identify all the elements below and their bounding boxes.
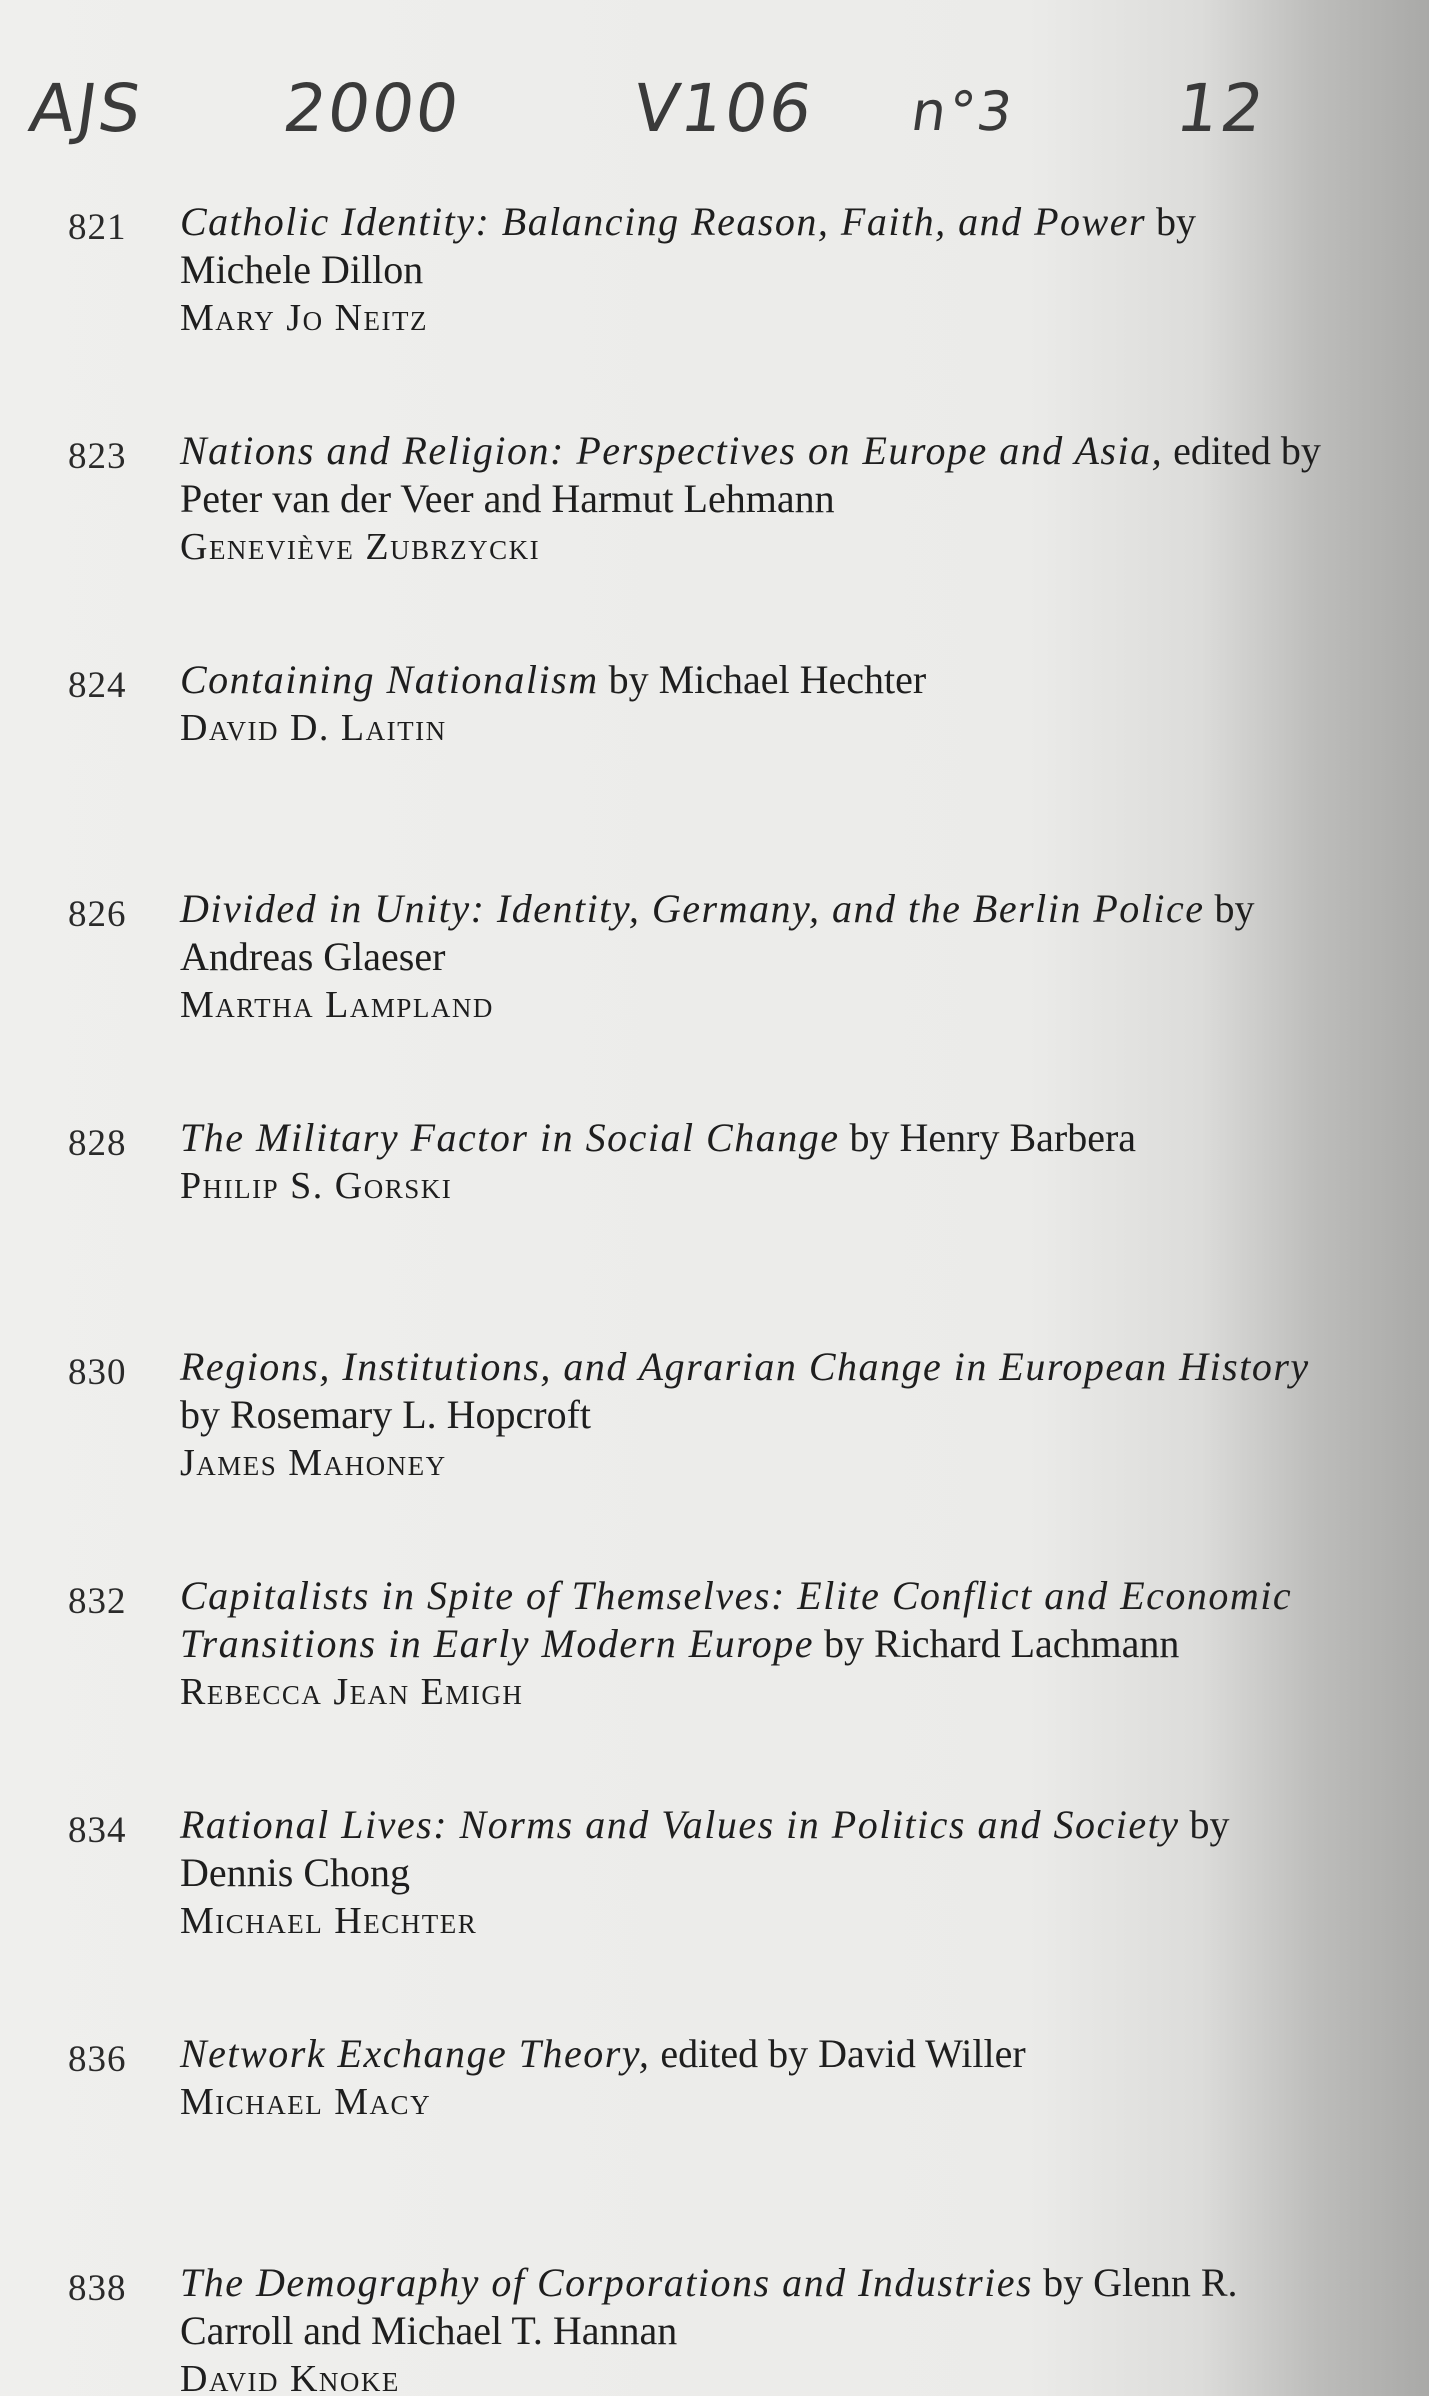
reviewer-name: Martha Lampland [180, 984, 494, 1026]
book-byline: edited by Peter van der Veer and Harmut Lehmann [180, 428, 1321, 521]
entry-body [180, 198, 1335, 342]
book-title: Containing Nationalism [180, 657, 599, 702]
handwritten-journal: AJS [24, 70, 148, 147]
review-entry [0, 2259, 1429, 2396]
entry-body [180, 1801, 1335, 1945]
review-list [0, 198, 1429, 2396]
book-byline: by Michael Hechter [598, 657, 927, 702]
book-title: Nations and Religion: Perspectives on Europe and Asia, [180, 428, 1164, 473]
entry-body [180, 1114, 1335, 1210]
handwritten-year: 2000 [278, 70, 466, 147]
handwritten-page-mark: 12 [1171, 70, 1271, 147]
entry-body [180, 2259, 1335, 2396]
book-byline: edited by David Willer [650, 2031, 1026, 2076]
entry-body [180, 656, 1335, 752]
reviewer-name: Geneviève Zubrzycki [180, 526, 541, 568]
book-byline: by Henry Barbera [839, 1115, 1137, 1160]
reviewer-name: Mary Jo Neitz [180, 297, 429, 339]
book-title: The Military Factor in Social Change [180, 1115, 840, 1160]
book-title: The Demography of Corporations and Industries [180, 2260, 1034, 2305]
entry-body [180, 1343, 1335, 1487]
entry-page-number: 838 [68, 2268, 127, 2309]
entry-page-number: 826 [68, 894, 127, 935]
handwritten-annotation [22, 70, 1312, 160]
entry-page-number: 836 [68, 2039, 127, 2080]
entry-body [180, 427, 1335, 571]
entry-page-number: 821 [68, 207, 127, 248]
book-byline: by Andreas Glaeser [180, 886, 1255, 979]
review-entry [0, 656, 1429, 885]
review-entry [0, 2030, 1429, 2259]
book-byline: by Michele Dillon [180, 199, 1197, 292]
book-title: Capitalists in Spite of Themselves: Elite Conflict and Economic Transitions in Early Modern Europe [180, 1573, 1293, 1666]
entry-page-number: 834 [68, 1810, 127, 1851]
book-byline: by Dennis Chong [180, 1802, 1230, 1895]
book-byline: by Glenn R. Carroll and Michael T. Hannan [180, 2260, 1238, 2353]
book-byline: by Richard Lachmann [813, 1621, 1180, 1666]
entry-body [180, 885, 1335, 1029]
review-entry [0, 1801, 1429, 2030]
reviewer-name: Michael Macy [180, 2081, 432, 2123]
handwritten-volume: V106 [628, 70, 819, 147]
entry-body [180, 1572, 1335, 1716]
entry-page-number: 828 [68, 1123, 127, 1164]
book-title: Regions, Institutions, and Agrarian Change in European History [180, 1344, 1310, 1389]
book-title: Network Exchange Theory, [180, 2031, 651, 2076]
book-title: Catholic Identity: Balancing Reason, Faith, and Power [180, 199, 1147, 244]
book-title: Rational Lives: Norms and Values in Politics and Society [180, 1802, 1180, 1847]
entry-page-number: 824 [68, 665, 127, 706]
book-title: Divided in Unity: Identity, Germany, and the Berlin Police [180, 886, 1205, 931]
book-byline: by Rosemary L. Hopcroft [180, 1392, 592, 1437]
review-entry [0, 427, 1429, 656]
review-entry [0, 1114, 1429, 1343]
reviewer-name: Rebecca Jean Emigh [180, 1671, 524, 1713]
entry-page-number: 830 [68, 1352, 127, 1393]
review-entry [0, 1343, 1429, 1572]
entry-page-number: 823 [68, 436, 127, 477]
review-entry [0, 1572, 1429, 1801]
entry-body [180, 2030, 1335, 2126]
reviewer-name: David D. Laitin [180, 707, 447, 749]
review-entry [0, 198, 1429, 427]
entry-page-number: 832 [68, 1581, 127, 1622]
reviewer-name: Philip S. Gorski [180, 1165, 453, 1207]
reviewer-name: Michael Hechter [180, 1900, 478, 1942]
handwritten-issue: n°3 [907, 80, 1019, 143]
reviewer-name: James Mahoney [180, 1442, 447, 1484]
reviewer-name: David Knoke [180, 2358, 400, 2396]
review-entry [0, 885, 1429, 1114]
